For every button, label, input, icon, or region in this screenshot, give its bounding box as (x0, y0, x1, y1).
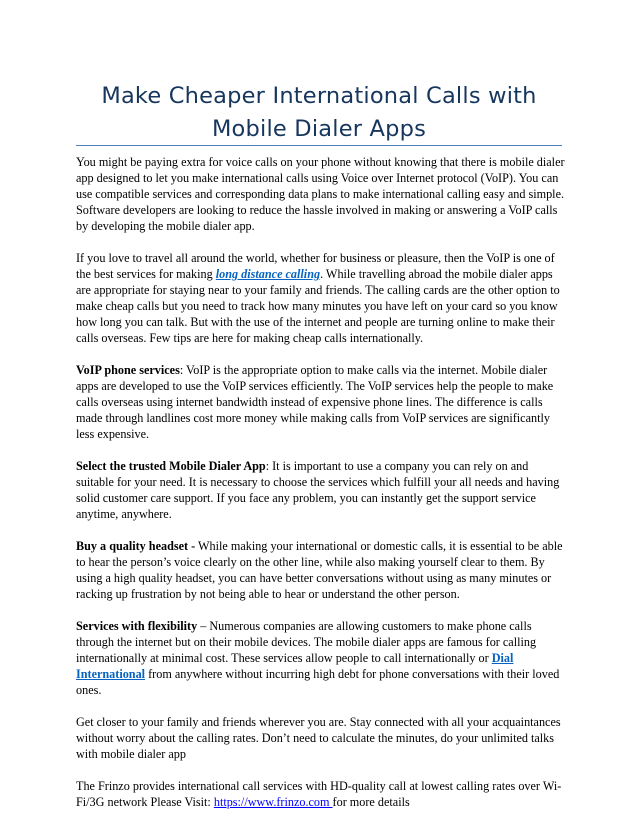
paragraph-intro (76, 154, 566, 234)
paragraph-frinzo-text-before: The Frinzo provides international call services with HD-quality call at lowest calling rates over Wi-Fi/3G network Please Visit: (76, 779, 562, 809)
flexibility-text-before: – Numerous companies are allowing customers to make phone calls through the internet but on their mobile devices. The mobile dialer apps are famous for calling internationally at minimal cost. These services allow people to call internationally or (76, 619, 537, 665)
flexibility-text-after: from anywhere without incurring high debt for phone conversations with their loved ones. (76, 667, 560, 697)
paragraph-trusted-app (76, 458, 566, 522)
paragraph-intro-text: You might be paying extra for voice calls on your phone without knowing that there is mobile dialer app designed to let you make international calls using Voice over Internet protocol (VoIP). You can use compatible services and corresponding data plans to make international calling easy and simple. Software developers are looking to reduce the hassle involved in making or answering a VoIP calls by developing the mobile dialer app. (76, 155, 565, 233)
paragraph-travel-text-before: If you love to travel all around the world, whether for business or pleasure, then the VoIP is one of the best services for making (76, 251, 555, 281)
paragraph-travel-text-after: . While travelling abroad the mobile dialer apps are appropriate for staying near to your family and friends. The calling cards are the other option to make cheap calls but you need to track how many minutes you have left on your card so you know how long you can talk. But with the use of the internet and people are turning online to make their calls overseas. Few tips are here for making cheap calls internationally. (76, 267, 560, 345)
dial-international-link[interactable]: Dial International (76, 651, 514, 681)
document-body (76, 154, 566, 826)
title-line-2: Mobile Dialer Apps (211, 116, 427, 142)
title-divider (76, 145, 562, 146)
trusted-app-text: : It is important to use a company you can rely on and suitable for your need. It is necessary to choose the services which fulfill your all needs and having solid customer care support. If you face any problem, you can instantly get the support service anytime, anywhere. (76, 459, 560, 521)
voip-services-heading: VoIP phone services (76, 363, 180, 377)
flexibility-heading: Services with flexibility (76, 619, 198, 633)
voip-services-text: : VoIP is the appropriate option to make calls via the internet. Mobile dialer apps are developed to use the VoIP services efficiently. The VoIP services help the people to make calls overseas using internet bandwidth instead of expensive phone lines. The difference is calls made through landlines cost more money while making calls from VoIP services are significantly less expensive. (76, 363, 554, 441)
trusted-app-heading: Select the trusted Mobile Dialer App (76, 459, 266, 473)
paragraph-flexibility (76, 618, 566, 698)
title-line-1: Make Cheaper International Calls with (101, 83, 537, 109)
paragraph-closer (76, 714, 566, 762)
paragraph-headset (76, 538, 566, 602)
page-title (76, 80, 562, 146)
frinzo-website-link[interactable]: https://www.frinzo.com (213, 795, 333, 809)
paragraph-travel (76, 250, 566, 346)
paragraph-closer-text: Get closer to your family and friends wherever you are. Stay connected with all your acquaintances without worry about the calling rates. Don’t need to calculate the minutes, do your unlimited talks with mobile dialer app (76, 715, 561, 761)
paragraph-voip-services (76, 362, 566, 442)
paragraph-frinzo-text-after: for more details (332, 795, 410, 809)
headset-text: While making your international or domestic calls, it is essential to be able to hear the person’s voice clearly on the other line, while also making yourself clear to them. By using a high quality headset, you can have better conversations without using as many minutes or racking up frustration by not being able to hear or understand the other person. (76, 539, 563, 601)
long-distance-calling-link[interactable]: long distance calling (215, 267, 321, 281)
paragraph-frinzo (76, 778, 566, 810)
headset-heading: Buy a quality headset - (76, 539, 196, 553)
